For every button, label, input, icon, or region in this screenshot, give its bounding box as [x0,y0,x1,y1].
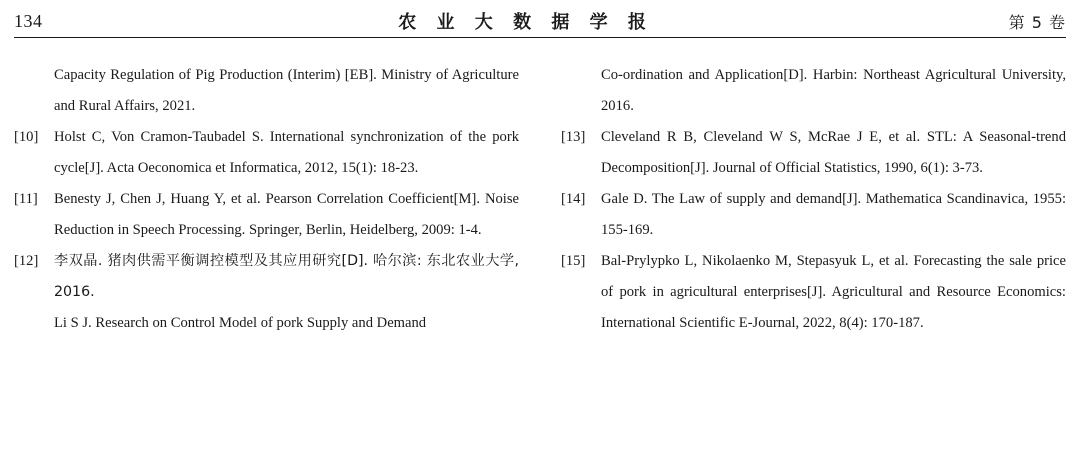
left-column [14,60,519,464]
right-column [561,60,1066,464]
reference-entry [561,246,1066,339]
reference-label: [14] [561,191,586,207]
reference-text: Li S J. Research on Control Model of pork Supply and Demand [54,315,427,331]
reference-entry [561,122,1066,184]
reference-label: [12] [14,253,39,269]
header-divider [14,37,1066,38]
reference-text: Bal-Prylypko L, Nikolaenko M, Stepasyuk L, et al. Forecasting the sale price of pork in agricultural enterprises[J]. Agricultural and Resource Economics: International Scientific E-Journal, 2022, 8(4): 170-187. [601,253,1066,331]
journal-title: 农 业 大 数 据 学 报 [398,12,653,33]
reference-label [561,60,601,122]
reference-label [14,308,54,339]
reference-text: Holst C, Von Cramon-Taubadel S. International synchronization of the pork cycle[J]. Acta Oeconomica et Informatica, 2012, 15(1): 18-23. [54,129,519,176]
reference-text: Co-ordination and Application[D]. Harbin: Northeast Agricultural University, 2016. [601,67,1066,114]
reference-label: [11] [14,191,38,207]
reference-entry [14,246,519,308]
reference-text: Gale D. The Law of supply and demand[J]. Mathematica Scandinavica, 1955: 155-169. [601,191,1066,238]
reference-entry [561,184,1066,246]
reference-text: Cleveland R B, Cleveland W S, McRae J E, et al. STL: A Seasonal-trend Decomposition[J]. Journal of Official Statistics, 1990, 6(1): 3-73. [601,129,1066,176]
volume-label: 第 5 卷 [1008,12,1066,32]
reference-entry [14,184,519,246]
reference-text: 李双晶. 猪肉供需平衡调控模型及其应用研究[D]. 哈尔滨: 东北农业大学, 2016. [54,253,519,300]
reference-columns [14,60,1066,464]
reference-label: [15] [561,253,586,269]
reference-text: Capacity Regulation of Pig Production (Interim) [EB]. Ministry of Agriculture and Rural Affairs, 2021. [54,67,519,114]
reference-entry [561,60,1066,122]
reference-label [14,60,54,122]
reference-label: [13] [561,129,586,145]
page-number: 134 [14,10,43,31]
reference-label: [10] [14,129,39,145]
reference-text: Benesty J, Chen J, Huang Y, et al. Pearson Correlation Coefficient[M]. Noise Reduction in Speech Processing. Springer, Berlin, Heidelberg, 2009: 1-4. [54,191,519,238]
reference-entry [14,60,519,122]
reference-entry [14,122,519,184]
reference-entry [14,308,519,339]
running-head [14,6,1066,36]
